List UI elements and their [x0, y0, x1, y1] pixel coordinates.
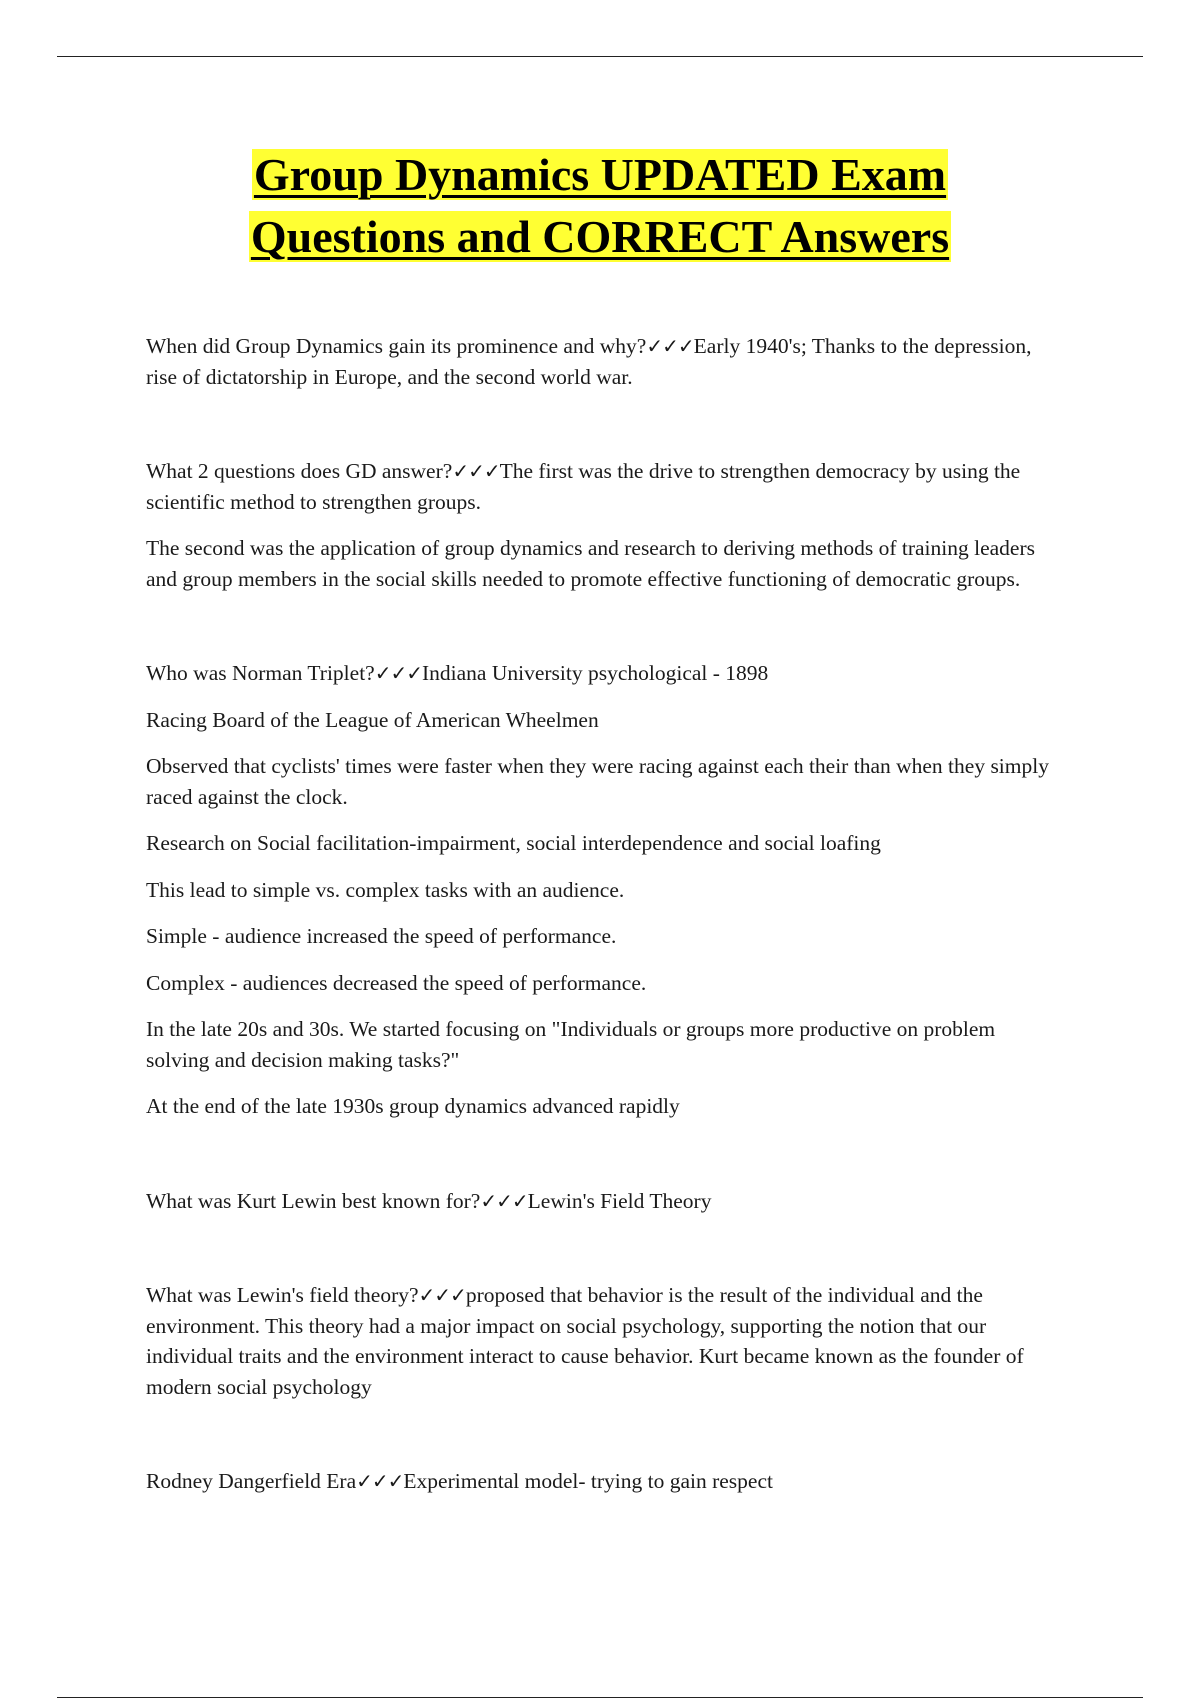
answer-text: Early 1940's; Thanks to the depression, rise of dictatorship in Europe, and the second world war.: [146, 334, 1032, 389]
answer-extra-paragraph: At the end of the late 1930s group dynamics advanced rapidly: [146, 1094, 680, 1118]
answer-text: Lewin's Field Theory: [527, 1188, 712, 1213]
title-line-1: Group Dynamics UPDATED Exam: [253, 149, 947, 200]
answer-extra-paragraph: Racing Board of the League of American Wheelmen: [146, 707, 599, 732]
qa-item: [146, 1186, 1056, 1217]
answer-text: Indiana University psychological - 1898: [422, 661, 769, 685]
answer-text: proposed that behavior is the result of the individual and the environment. This theory had a major impact on social psychology, supporting the notion that our individual traits and the environment interact to cause behavior. Kurt became known as the founder of modern social psychology: [146, 1283, 1024, 1399]
question-text: What was Lewin's field theory?: [146, 1283, 419, 1307]
answer-extra-paragraph: Complex - audiences decreased the speed of performance.: [146, 970, 647, 995]
answer-extra-paragraph: This lead to simple vs. complex tasks with an audience.: [146, 877, 625, 902]
qa-item: [146, 331, 1056, 392]
document-title: [0, 144, 1200, 268]
check-marks-icon: ✓✓✓: [356, 1469, 404, 1493]
check-marks-icon: ✓✓✓: [480, 1188, 528, 1213]
answer-text: Experimental model- trying to gain respect: [403, 1469, 773, 1493]
qa-item: [146, 658, 1056, 1122]
answer-extra-paragraph: Observed that cyclists' times were faster when they were racing against each their than when they simply raced against the clock.: [146, 754, 1049, 809]
qa-paragraph: [146, 658, 1056, 689]
question-text: What was Kurt Lewin best known for?: [146, 1188, 481, 1213]
answer-extra-paragraph: The second was the application of group dynamics and research to deriving methods of training leaders and group members in the social skills needed to promote effective functioning of democratic groups.: [146, 536, 1035, 591]
question-text: When did Group Dynamics gain its prominence and why?: [146, 334, 647, 358]
footer-rule: [57, 1697, 1143, 1698]
check-marks-icon: ✓✓✓: [646, 334, 694, 358]
qa-item: [146, 456, 1056, 594]
check-marks-icon: ✓✓✓: [418, 1283, 466, 1307]
qa-paragraph: [146, 1466, 1056, 1497]
answer-text: The first was the drive to strengthen democracy by using the scientific method to strengthen groups.: [146, 459, 1021, 514]
title-line-2: Questions and CORRECT Answers: [250, 211, 950, 262]
qa-paragraph: [146, 456, 1056, 517]
qa-content: [146, 331, 1056, 1513]
question-text: Rodney Dangerfield Era: [146, 1469, 357, 1493]
question-text: What 2 questions does GD answer?: [146, 459, 453, 483]
answer-extra-paragraph: Simple - audience increased the speed of performance.: [146, 924, 617, 948]
qa-paragraph: [146, 1186, 1056, 1217]
qa-paragraph: [146, 1280, 1056, 1402]
check-marks-icon: ✓✓✓: [452, 459, 500, 483]
qa-item: [146, 1466, 1056, 1497]
qa-item: [146, 1280, 1056, 1402]
header-rule: [57, 56, 1143, 57]
answer-extra-paragraph: In the late 20s and 30s. We started focusing on "Individuals or groups more productive on problem solving and decision making tasks?": [146, 1017, 996, 1072]
question-text: Who was Norman Triplet?: [146, 661, 375, 685]
qa-paragraph: [146, 331, 1056, 392]
answer-extra-paragraph: Research on Social facilitation-impairment, social interdependence and social loafing: [146, 831, 881, 855]
check-marks-icon: ✓✓✓: [374, 661, 422, 685]
